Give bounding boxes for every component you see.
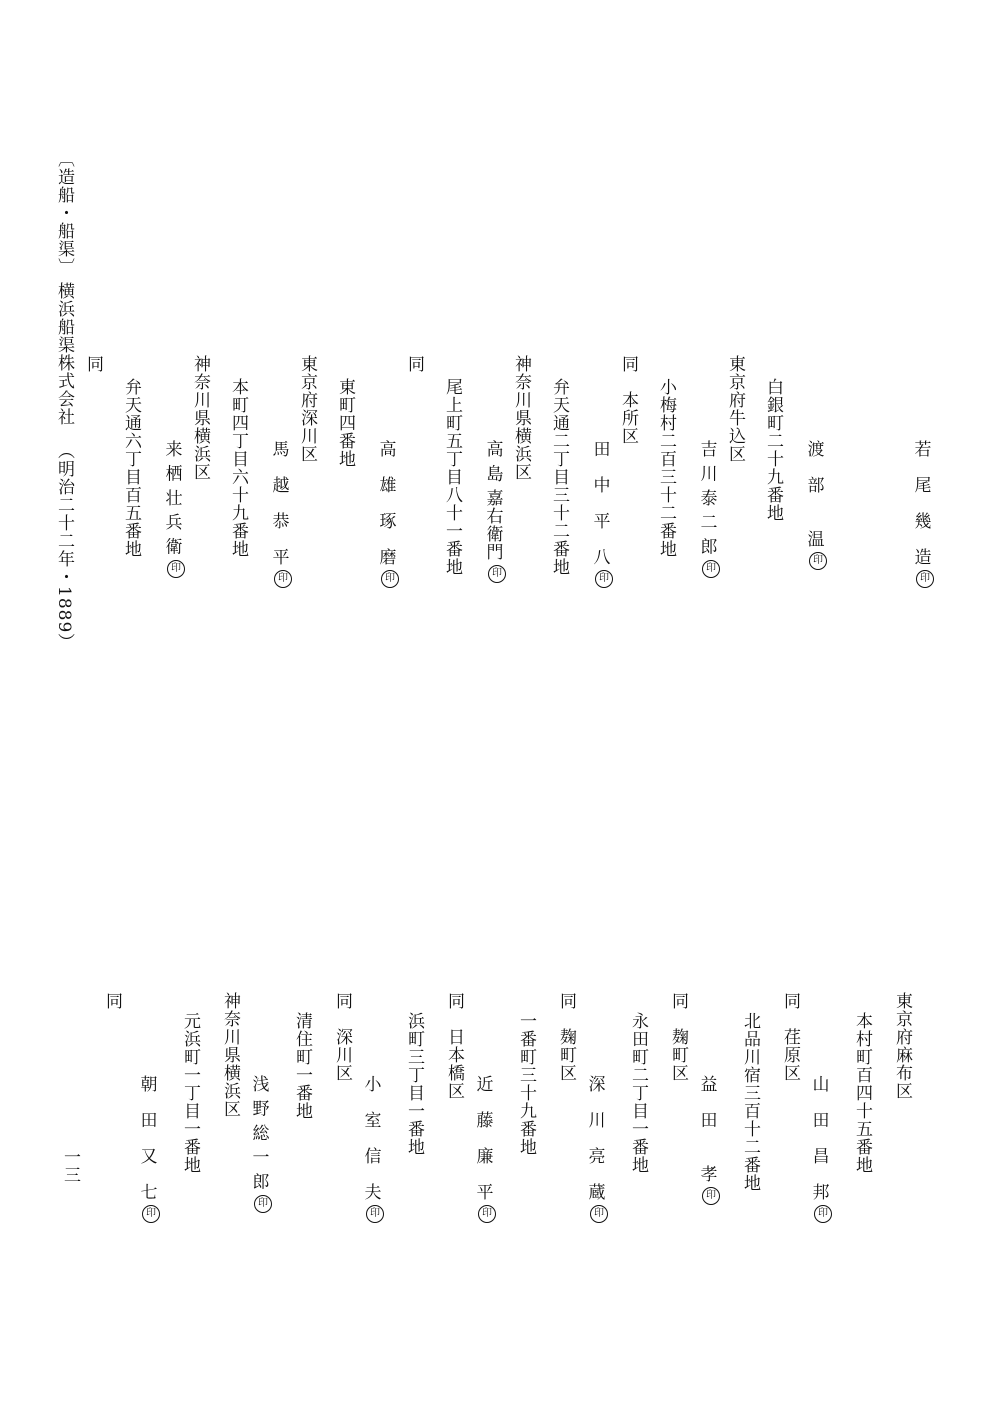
member-name-text: 田 中 平 八: [589, 440, 610, 566]
member-name-text: 深 川 亮 蔵: [584, 1075, 605, 1201]
page-number: 一三: [60, 1148, 80, 1184]
member-name: [698, 1075, 721, 1205]
seal-mark-icon: 印: [590, 1205, 608, 1223]
address-line: 清住町一番地: [292, 1012, 312, 1120]
member-name: [912, 440, 935, 588]
address-line: 同 麹町区: [668, 992, 688, 1082]
address-line: 神奈川県横浜区: [220, 992, 240, 1118]
member-name-text: 高 雄 琢 磨: [375, 440, 396, 566]
address-line: 神奈川県横浜区: [511, 355, 531, 481]
address-line: 永田町二丁目一番地: [628, 1012, 648, 1174]
address-line: 同: [102, 992, 122, 1010]
seal-mark-icon: 印: [274, 570, 292, 588]
member-name-text: 浅 野 総 一 郎: [248, 1075, 269, 1191]
member-name-text: 来 栖 壮 兵 衛: [161, 440, 182, 556]
member-name: [270, 440, 293, 588]
member-name: [362, 1075, 385, 1223]
member-name-text: 渡 部 温: [803, 440, 824, 548]
member-name-text: 吉 川 泰 二 郎: [696, 440, 717, 556]
member-name: [810, 1075, 833, 1223]
address-line: 同 日本橋区: [444, 992, 464, 1100]
address-line: 小梅村二百三十二番地: [656, 378, 676, 558]
era-note: （明治二十二年・1889）: [54, 442, 74, 652]
member-name-text: 近 藤 廉 平: [472, 1075, 493, 1201]
seal-mark-icon: 印: [809, 552, 827, 570]
address-line: 本村町百四十五番地: [852, 1012, 872, 1174]
member-name: [484, 440, 507, 583]
address-line: 弁天通二丁目三十二番地: [549, 378, 569, 576]
member-name: [377, 440, 400, 588]
seal-mark-icon: 印: [702, 560, 720, 578]
seal-mark-icon: 印: [142, 1205, 160, 1223]
address-line: 元浜町一丁目一番地: [180, 1012, 200, 1174]
address-line: 浜町三丁目一番地: [404, 1012, 424, 1156]
address-line: 尾上町五丁目八十一番地: [442, 378, 462, 576]
address-line: 同: [404, 355, 424, 373]
address-line: 同: [83, 355, 103, 373]
seal-mark-icon: 印: [254, 1195, 272, 1213]
seal-mark-icon: 印: [595, 570, 613, 588]
seal-mark-icon: 印: [366, 1205, 384, 1223]
address-line: 同 深川区: [332, 992, 352, 1082]
address-line: 一番町三十九番地: [516, 1012, 536, 1156]
member-name: [474, 1075, 497, 1223]
member-name-text: 若 尾 幾 造: [910, 440, 931, 566]
seal-mark-icon: 印: [488, 565, 506, 583]
seal-mark-icon: 印: [916, 570, 934, 588]
address-line: 東京府麻布区: [892, 992, 912, 1100]
member-name: [698, 440, 721, 578]
member-name: [138, 1075, 161, 1223]
member-name: [586, 1075, 609, 1223]
seal-mark-icon: 印: [702, 1187, 720, 1205]
member-name-text: 朝 田 又 七: [136, 1075, 157, 1201]
address-line: 東町四番地: [335, 378, 355, 468]
address-line: 弁天通六丁目百五番地: [121, 378, 141, 558]
member-name-text: 高 島 嘉右衛門: [482, 440, 503, 561]
member-name: [250, 1075, 273, 1213]
company-name: 横浜船渠株式会社: [54, 282, 74, 426]
category-label: 〔造船・船渠〕: [54, 150, 74, 276]
member-name-text: 山 田 昌 邦: [808, 1075, 829, 1201]
member-name-text: 小 室 信 夫: [360, 1075, 381, 1201]
address-line: 東京府深川区: [297, 355, 317, 463]
seal-mark-icon: 印: [381, 570, 399, 588]
member-name: [591, 440, 614, 588]
address-line: 東京府牛込区: [725, 355, 745, 463]
address-line: 神奈川県横浜区: [190, 355, 210, 481]
address-line: 同 本所区: [618, 355, 638, 445]
member-name: [805, 440, 828, 570]
seal-mark-icon: 印: [478, 1205, 496, 1223]
seal-mark-icon: 印: [814, 1205, 832, 1223]
address-line: 同 荏原区: [780, 992, 800, 1082]
member-name-text: 馬 越 恭 平: [268, 440, 289, 566]
address-line: 本町四丁目六十九番地: [228, 378, 248, 558]
member-name: [163, 440, 186, 578]
address-line: 同 麹町区: [556, 992, 576, 1082]
member-name-text: 益 田 孝: [696, 1075, 717, 1183]
address-line: 白銀町二十九番地: [763, 378, 783, 522]
seal-mark-icon: 印: [167, 560, 185, 578]
address-line: 北品川宿三百十二番地: [740, 1012, 760, 1192]
